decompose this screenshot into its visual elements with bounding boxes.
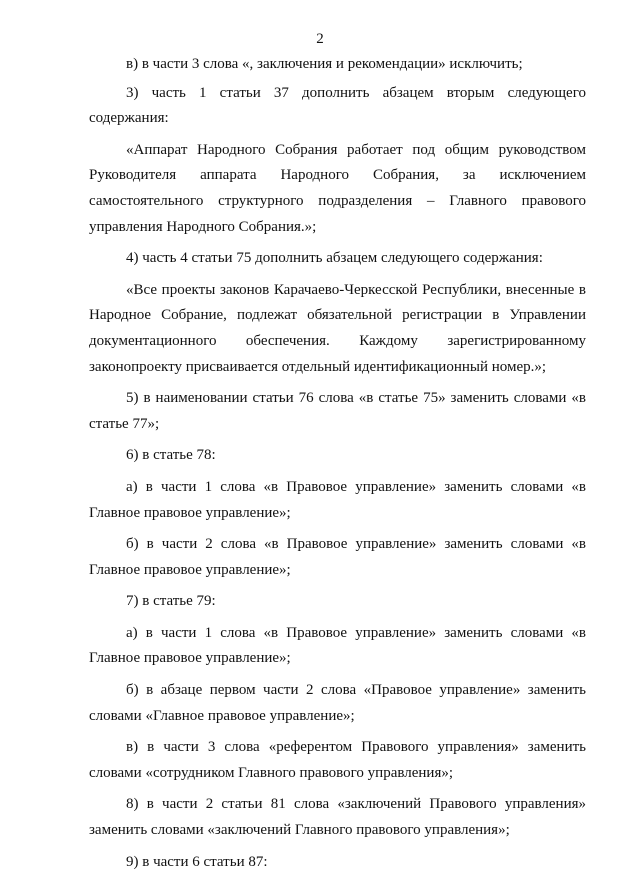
paragraph-13: в) в части 3 слова «референтом Правового управления» заменить словами «сотрудником Главного правового управления»; [89, 739, 586, 781]
paragraph-6: 5) в наименовании статьи 76 слова «в статье 75» заменить словами «в статье 77»; [89, 390, 586, 432]
paragraph-2: 3) часть 1 статьи 37 дополнить абзацем вторым следующего содержания: [89, 84, 586, 127]
document-body [89, 52, 586, 875]
paragraph-15: 9) в части 6 статьи 87: [126, 853, 268, 870]
paragraph-4: 4) часть 4 статьи 75 дополнить абзацем следующего содержания: [126, 250, 543, 267]
paragraph-14: 8) в части 2 статьи 81 слова «заключений Правового управления» заменить словами «заключений Главного правового управления»; [89, 796, 586, 839]
paragraph-3: «Аппарат Народного Собрания работает под общим руководством Руководителя аппарата Народного Собрания, за исключением самостоятельного структурного подразделения – Главного правового управления Народного Собрания.»; [89, 141, 586, 235]
paragraph-12: б) в абзаце первом части 2 слова «Правовое управление» заменить словами «Главное правовое управление»; [89, 682, 586, 724]
paragraph-1: в) в части 3 слова «, заключения и рекомендации» исключить; [126, 56, 523, 72]
paragraph-9: б) в части 2 слова «в Правовое управление» заменить словами «в Главное правовое управление»; [89, 536, 586, 578]
paragraph-5: «Все проекты законов Карачаево-Черкесской Республики, внесенные в Народное Собрание, подлежат обязательной регистрации в Управлении документационного обеспечения. Каждому зарегистрированному законопроекту присваивается отдельный идентификационный номер.»; [89, 281, 586, 375]
paragraph-8: а) в части 1 слова «в Правовое управление» заменить словами «в Главное правовое управление»; [89, 478, 586, 521]
paragraph-7: 6) в статье 78: [126, 447, 216, 464]
page-number: 2 [316, 31, 324, 47]
paragraph-11: а) в части 1 слова «в Правовое управление» заменить словами «в Главное правовое управление»; [89, 624, 586, 667]
paragraph-10: 7) в статье 79: [126, 593, 216, 610]
